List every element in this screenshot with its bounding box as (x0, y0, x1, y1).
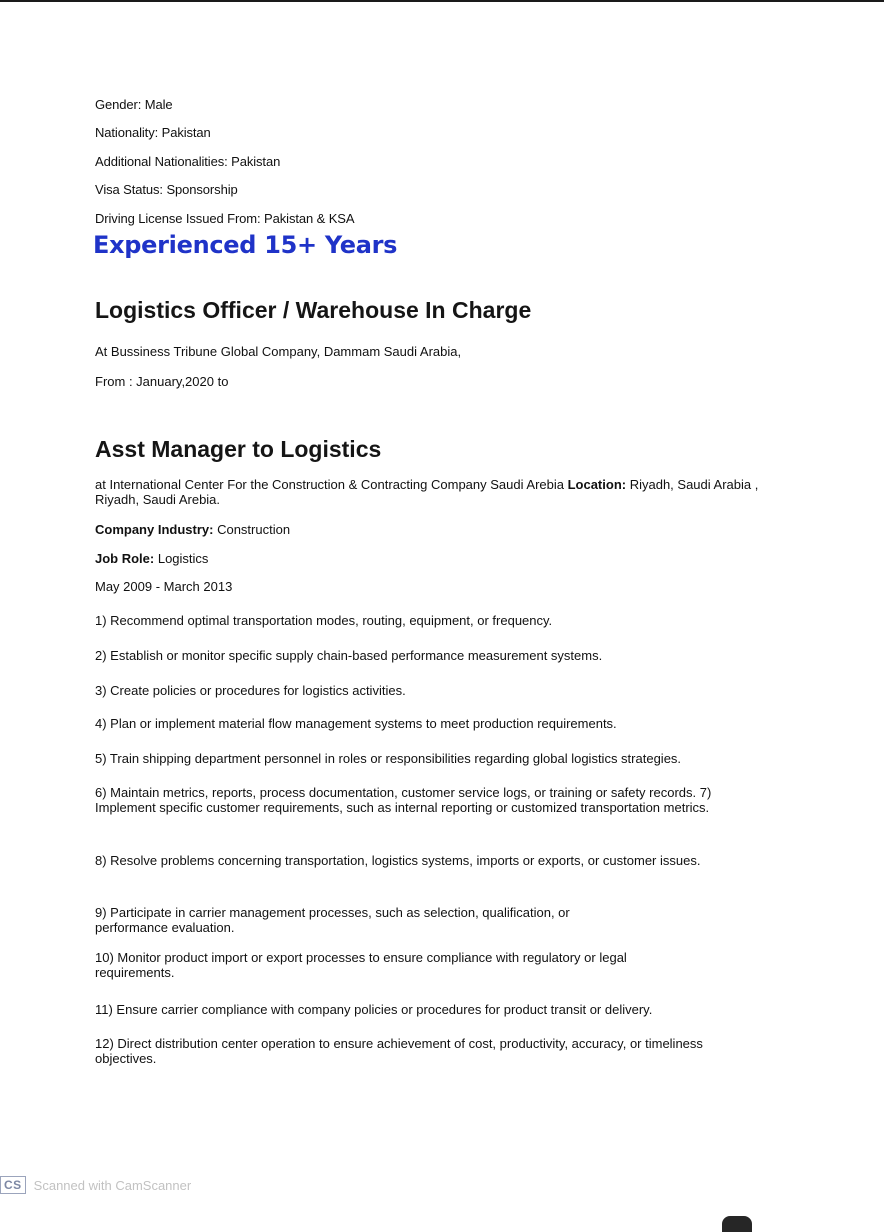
scanned-with-text: Scanned with CamScanner (33, 1177, 192, 1193)
duty-item-10: 10) Monitor product import or export processes to ensure compliance with regulatory or legal requirements. (95, 950, 627, 980)
experience-headline: Experienced 15+ Years (93, 231, 398, 259)
duty-item-5: 5) Train shipping department personnel in roles or responsibilities regarding global logistics strategies. (95, 751, 682, 766)
job1-title: Logistics Officer / Warehouse In Charge (95, 297, 532, 323)
visa-status-line: Visa Status: Sponsorship (95, 182, 238, 197)
duty-item-3: 3) Create policies or procedures for logistics activities. (95, 683, 406, 698)
job2-company: at International Center For the Construction & Contracting Company Saudi Arebia (95, 477, 568, 492)
duty-item-8: 8) Resolve problems concerning transportation, logistics systems, imports or exports, or customer issues. (95, 853, 701, 868)
job-role-line (95, 551, 208, 566)
job-role-label: Job Role: (95, 551, 155, 566)
duty-item-6: 6) Maintain metrics, reports, process documentation, customer service logs, or training or safety records. 7) Implement specific customer requirements, such as internal reporting or customized transportation metrics. (95, 785, 712, 815)
corner-badge-icon (722, 1216, 752, 1232)
duty-item-1: 1) Recommend optimal transportation modes, routing, equipment, or frequency. (95, 613, 553, 628)
top-border (0, 0, 884, 2)
job1-company: At Bussiness Tribune Global Company, Dammam Saudi Arabia, (95, 344, 462, 359)
job1-dates: From : January,2020 to (95, 374, 229, 389)
industry-label: Company Industry: (95, 522, 214, 537)
industry-value: Construction (213, 522, 291, 537)
driving-license-line: Driving License Issued From: Pakistan & KSA (95, 211, 355, 226)
duty-item-9: 9) Participate in carrier management processes, such as selection, qualification, or performance evaluation. (95, 905, 570, 935)
duty-item-4: 4) Plan or implement material flow management systems to meet production requirements. (95, 716, 617, 731)
duty-item-12: 12) Direct distribution center operation to ensure achievement of cost, productivity, accuracy, or timeliness objectives. (95, 1036, 703, 1066)
job-role-value: Logistics (154, 551, 209, 566)
camscanner-logo: CS (0, 1176, 26, 1194)
location-value: Riyadh, Saudi Arabia , Riyadh, Saudi Arebia. (95, 477, 759, 507)
company-industry-line (95, 522, 290, 537)
scanner-watermark (0, 1176, 191, 1194)
job2-company-location (95, 477, 775, 507)
duty-item-11: 11) Ensure carrier compliance with company policies or procedures for product transit or delivery. (95, 1002, 653, 1017)
duty-item-2: 2) Establish or monitor specific supply chain-based performance measurement systems. (95, 648, 603, 663)
nationality-line: Nationality: Pakistan (95, 125, 211, 140)
job2-title: Asst Manager to Logistics (95, 436, 382, 462)
additional-nationalities-line: Additional Nationalities: Pakistan (95, 154, 281, 169)
location-label: Location: (567, 477, 627, 492)
gender-line: Gender: Male (95, 97, 173, 112)
job2-dates: May 2009 - March 2013 (95, 579, 233, 594)
